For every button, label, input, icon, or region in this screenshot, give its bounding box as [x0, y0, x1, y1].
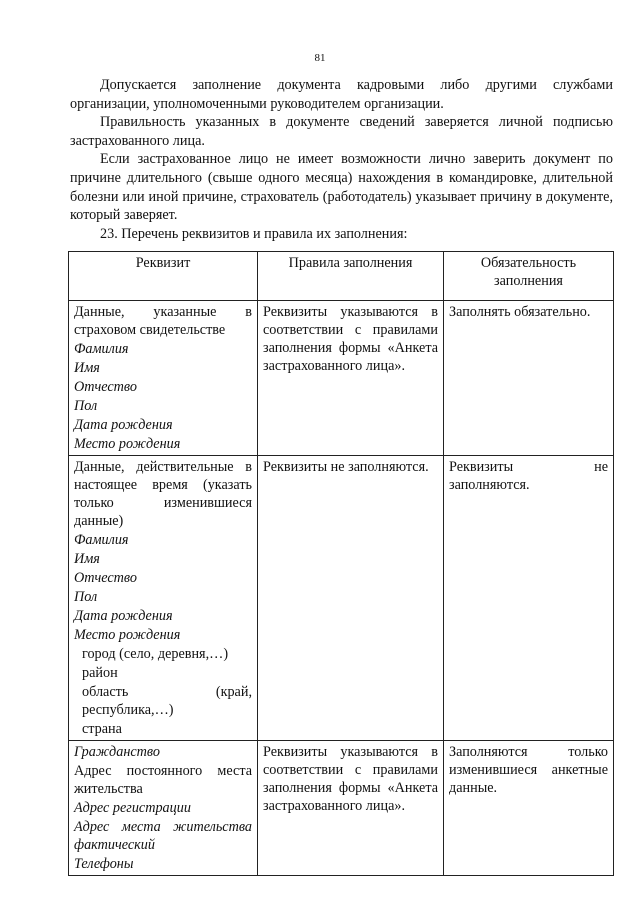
requisite-line: город (село, деревня,…) [82, 646, 229, 662]
header-rules: Правила заполнения [258, 252, 444, 301]
requisite-line: Гражданство [74, 744, 160, 760]
body-text [70, 76, 613, 243]
requisite-line: Пол [74, 589, 98, 605]
requisite-line: Дата рождения [74, 608, 173, 624]
requisite-line: Данные, указанные в страховом свидетельстве [74, 304, 252, 338]
requisite-line: Телефоны [74, 856, 134, 872]
rule-cell: Реквизиты указываются в соответствии с правилами заполнения формы «Анкета застрахованного лица». [258, 741, 444, 876]
requisite-line: Место рождения [74, 436, 181, 452]
paragraph: 23. Перечень реквизитов и правила их заполнения: [100, 225, 408, 242]
paragraph: Если застрахованное лицо не имеет возможности лично заверить документ по причине длительного (свыше одного месяца) нахождения в командировке, длительной болезни или иной причине, страхователь (работодатель) указывает причину в документе, который заверяет. [70, 151, 613, 224]
requisite-line: Данные, действительные в настоящее время (указать только изменившиеся данные) [74, 459, 252, 529]
paragraph: Допускается заполнение документа кадровыми либо другими службами организации, уполномоченными руководителем организации. [70, 77, 613, 112]
table-row [69, 741, 614, 876]
header-requirement: Обязательность заполнения [444, 252, 614, 301]
table-row [69, 301, 614, 456]
requisite-cell [69, 456, 258, 741]
requisite-line: район [82, 665, 118, 681]
requisite-line: Адрес места жительства фактический [74, 819, 252, 853]
requisite-line: Место рождения [74, 627, 181, 643]
requisite-line: Отчество [74, 379, 137, 395]
requisite-line: Имя [74, 551, 100, 567]
requisite-line: Пол [74, 398, 98, 414]
page-number: 81 [314, 52, 326, 64]
requirement-cell: Заполнять обязательно. [444, 301, 614, 456]
rule-cell: Реквизиты указываются в соответствии с правилами заполнения формы «Анкета застрахованного лица». [258, 301, 444, 456]
paragraph: Правильность указанных в документе сведений заверяется личной подписью застрахованного лица. [70, 114, 613, 149]
table-body [69, 301, 614, 876]
table-row [69, 456, 614, 741]
requisite-cell [69, 301, 258, 456]
requirement-cell: Заполняются только изменившиеся анкетные данные. [444, 741, 614, 876]
requisite-line: Адрес постоянного места жительства [74, 763, 252, 797]
requisites-table [68, 251, 614, 876]
header-requisite: Реквизит [69, 252, 258, 301]
requisite-line: Фамилия [74, 532, 129, 548]
requisite-line: Дата рождения [74, 417, 173, 433]
table-header-row [69, 252, 614, 301]
requisite-line: Отчество [74, 570, 137, 586]
requisite-line: страна [82, 721, 122, 737]
requisite-cell [69, 741, 258, 876]
requirement-cell: Реквизиты не заполняются. [444, 456, 614, 741]
requisite-line: Фамилия [74, 341, 129, 357]
rule-cell: Реквизиты не заполняются. [258, 456, 444, 741]
requisite-line: Имя [74, 360, 100, 376]
requisite-line: область (край, республика,…) [82, 684, 252, 718]
requisite-line: Адрес регистрации [74, 800, 191, 816]
